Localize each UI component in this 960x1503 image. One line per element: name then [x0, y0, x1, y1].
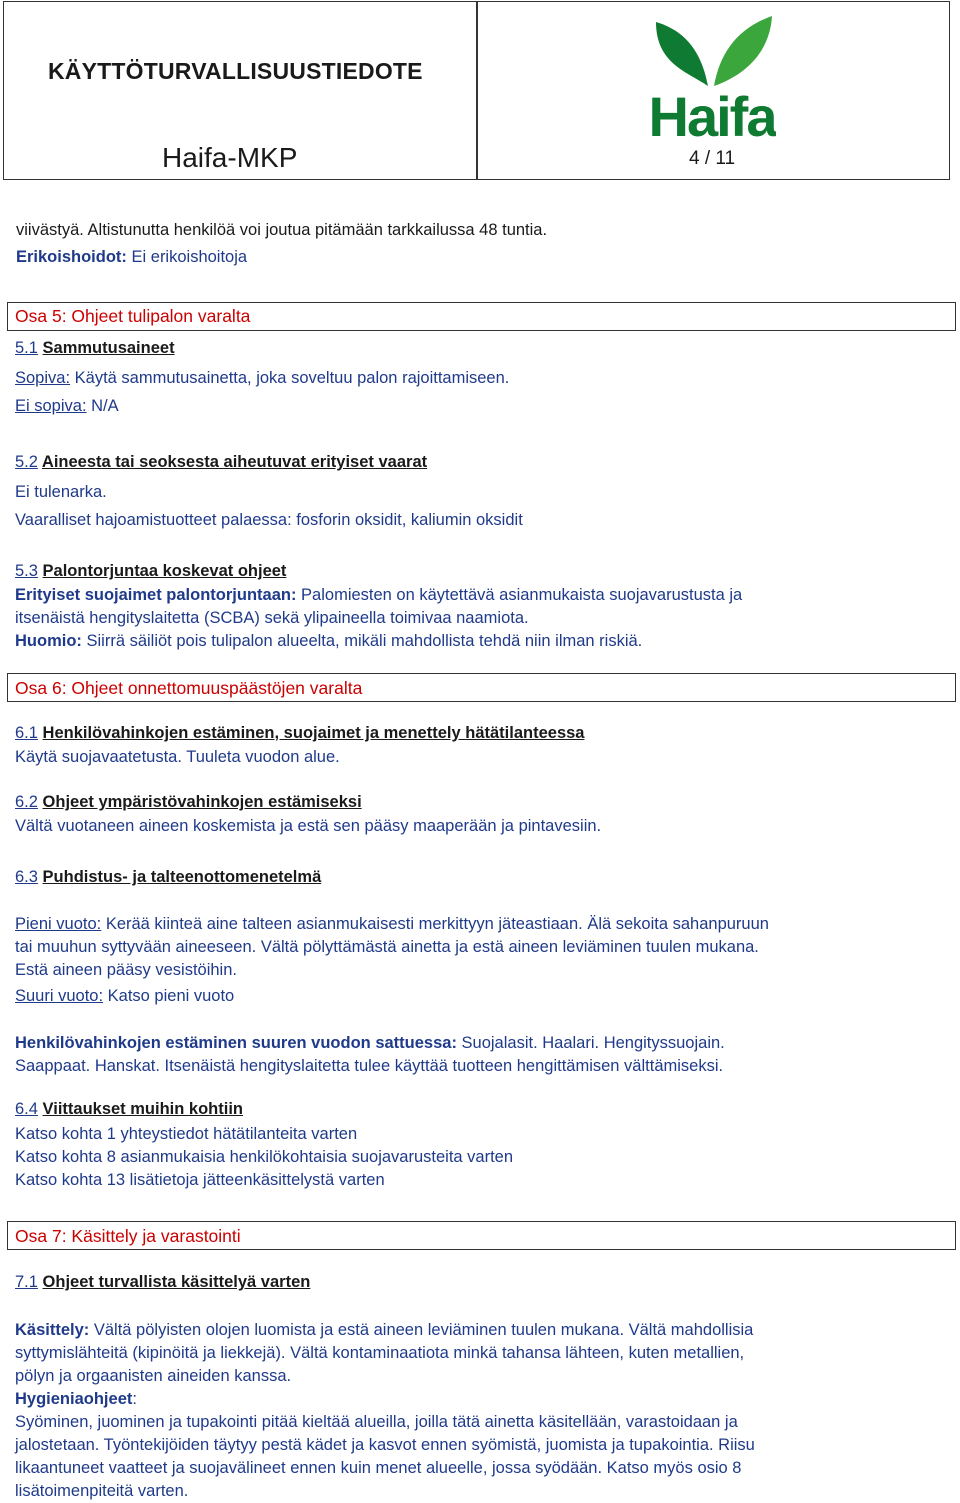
section-6-4-title: Viittaukset muihin kohtiin	[42, 1100, 243, 1118]
unsuitable-text: N/A	[86, 397, 119, 415]
section-6-4-heading	[15, 1100, 243, 1119]
section-5-2-number: 5.2	[15, 453, 38, 471]
handling-label: Käsittely:	[15, 1321, 90, 1339]
firefighter-equipment-label: Erityiset suojaimet palontorjuntaan:	[15, 586, 297, 604]
section-7-1-title: Ohjeet turvallista käsittelyä varten	[42, 1273, 311, 1291]
logo-wordmark: Haifa	[648, 85, 776, 140]
hygiene-line-4: lisätoimenpiteitä varten.	[15, 1482, 189, 1500]
large-spill-prevention-text: Suojalasit. Haalari. Hengityssuojain.	[456, 1034, 725, 1052]
firefighter-equipment-line-2: itsenäistä hengityslaitetta (SCBA) sekä ylipaineella toimivaa naamiota.	[15, 609, 529, 627]
section-6-4-number: 6.4	[15, 1100, 38, 1118]
fire-note-label: Huomio:	[15, 632, 82, 650]
special-care-line	[16, 246, 247, 269]
product-name: Haifa-MKP	[162, 142, 298, 173]
handling-line-3: pölyn ja orgaanisten aineiden kanssa.	[15, 1367, 292, 1385]
large-spill-prevention-line-2: Saappaat. Hanskat. Itsenäistä hengityslaitetta tulee käyttää tuotteen hengittämisen välttämiseksi.	[15, 1057, 724, 1075]
handling-line-2: syttymislähteitä (kipinöitä ja liekkejä). Vältä kontaminaatiota minkä tahansa lähteen, kuten metallien,	[15, 1344, 745, 1362]
large-spill-text: Katso pieni vuoto	[103, 987, 235, 1005]
section-7-1-number: 7.1	[15, 1273, 38, 1291]
hygiene-line-3: likaantuneet vaatteet ja suojavälineet ennen kuin menet alueelle, jossa syödään. Katso myös osio 8	[15, 1459, 742, 1477]
section-6-1-title: Henkilövahinkojen estäminen, suojaimet ja menettely hätätilanteessa	[42, 724, 585, 742]
hygiene-heading	[15, 1388, 137, 1411]
hygiene-colon: :	[132, 1390, 137, 1408]
firefighter-equipment-line-1	[15, 584, 742, 607]
small-spill-line-3: Estä aineen pääsy vesistöihin.	[15, 961, 237, 979]
fire-note-line	[15, 630, 642, 653]
reference-item: Katso kohta 8 asianmukaisia henkilökohtaisia suojavarusteita varten	[15, 1148, 514, 1166]
section-6-3-heading	[15, 868, 321, 887]
small-spill-line-2: tai muuhun syttyvään aineeseen. Vältä pölyttämästä ainetta ja estä aineen leviäminen tuulen mukana.	[15, 938, 759, 956]
hygiene-line-1: Syöminen, juominen ja tupakointi pitää kieltää alueilla, joilla tätä ainetta käsitellään, varastoidaan ja	[15, 1413, 738, 1431]
handling-text: Vältä pölyisten olojen luomista ja estä aineen leviäminen tuulen mukana. Vältä mahdollisia	[89, 1321, 754, 1339]
decomposition-line: Vaaralliset hajoamistuotteet palaessa: fosforin oksidit, kaliumin oksidit	[15, 511, 523, 529]
section-5-3-heading	[15, 562, 286, 581]
section-5-3-title: Palontorjuntaa koskevat ohjeet	[42, 562, 287, 580]
section-7-1-heading	[15, 1273, 310, 1292]
section-5-heading: Osa 5: Ohjeet tulipalon varalta	[15, 306, 251, 326]
suitable-text: Käytä sammutusainetta, joka soveltuu palon rajoittamiseen.	[70, 369, 510, 387]
reference-item: Katso kohta 13 lisätietoja jätteenkäsittelystä varten	[15, 1171, 385, 1189]
suitable-line	[15, 369, 509, 388]
section-6-heading: Osa 6: Ohjeet onnettomuuspäästöjen varalta	[15, 678, 363, 698]
section-5-2-title: Aineesta tai seoksesta aiheutuvat erityiset vaarat	[41, 453, 428, 471]
section-6-2-heading	[15, 793, 362, 812]
unsuitable-line	[15, 397, 119, 416]
section-7-heading: Osa 7: Käsittely ja varastointi	[15, 1226, 241, 1246]
section-5-1-title: Sammutusaineet	[42, 339, 175, 357]
page-number: 4 / 11	[689, 148, 736, 169]
unsuitable-label: Ei sopiva:	[15, 397, 87, 415]
section-6-1-number: 6.1	[15, 724, 38, 742]
fire-note-text: Siirrä säiliöt pois tulipalon alueelta, mikäli mahdollista tehdä niin ilman riskiä.	[81, 632, 643, 650]
firefighter-equipment-text: Palomiesten on käytettävä asianmukaista suojavarustusta ja	[296, 586, 743, 604]
reference-item: Katso kohta 1 yhteystiedot hätätilanteita varten	[15, 1125, 358, 1143]
section-6-1-heading	[15, 724, 584, 743]
large-spill-prevention-label: Henkilövahinkojen estäminen suuren vuodon sattuessa:	[15, 1034, 457, 1052]
section-5-3-number: 5.3	[15, 562, 38, 580]
section-5-2-heading	[15, 453, 427, 472]
small-spill-text: Kerää kiinteä aine talteen asianmukaisesti merkittyyn jäteastiaan. Älä sekoita sahanpuruun	[101, 915, 769, 933]
flammability-line: Ei tulenarka.	[15, 483, 107, 501]
section-5-1-heading	[15, 339, 175, 358]
large-spill-line	[15, 987, 234, 1006]
suitable-label: Sopiva:	[15, 369, 71, 387]
section-6-3-number: 6.3	[15, 868, 38, 886]
special-care-text: Ei erikoishoitoja	[126, 248, 248, 266]
section-5-1-number: 5.1	[15, 339, 38, 357]
special-care-label: Erikoishoidot:	[16, 248, 127, 266]
hygiene-label: Hygieniaohjeet	[15, 1390, 133, 1408]
document-title: KÄYTTÖTURVALLISUUSTIEDOTE	[48, 58, 423, 84]
section-6-2-number: 6.2	[15, 793, 38, 811]
intro-line: viivästyä. Altistunutta henkilöä voi joutua pitämään tarkkailussa 48 tuntia.	[16, 221, 548, 239]
section-6-2-title: Ohjeet ympäristövahinkojen estämiseksi	[42, 793, 362, 811]
haifa-logo	[648, 2, 776, 140]
section-6-1-text: Käytä suojavaatetusta. Tuuleta vuodon alue.	[15, 748, 340, 766]
section-6-3-title: Puhdistus- ja talteenottomenetelmä	[42, 868, 322, 886]
large-spill-label: Suuri vuoto:	[15, 987, 104, 1005]
small-spill-label: Pieni vuoto:	[15, 915, 102, 933]
large-spill-prevention-line-1	[15, 1032, 725, 1055]
handling-line-1	[15, 1319, 753, 1342]
header-divider	[476, 1, 478, 180]
hygiene-line-2: jalostetaan. Työntekijöiden täytyy pestä kädet ja kasvot ennen syömistä, juomista ja tupakointia. Riisu	[15, 1436, 755, 1454]
logo-leaf-left-icon	[656, 22, 708, 86]
logo-leaf-right-icon	[714, 16, 772, 86]
section-6-2-text: Vältä vuotaneen aineen koskemista ja estä sen pääsy maaperään ja pintavesiin.	[15, 817, 602, 835]
small-spill-line-1	[15, 913, 769, 936]
